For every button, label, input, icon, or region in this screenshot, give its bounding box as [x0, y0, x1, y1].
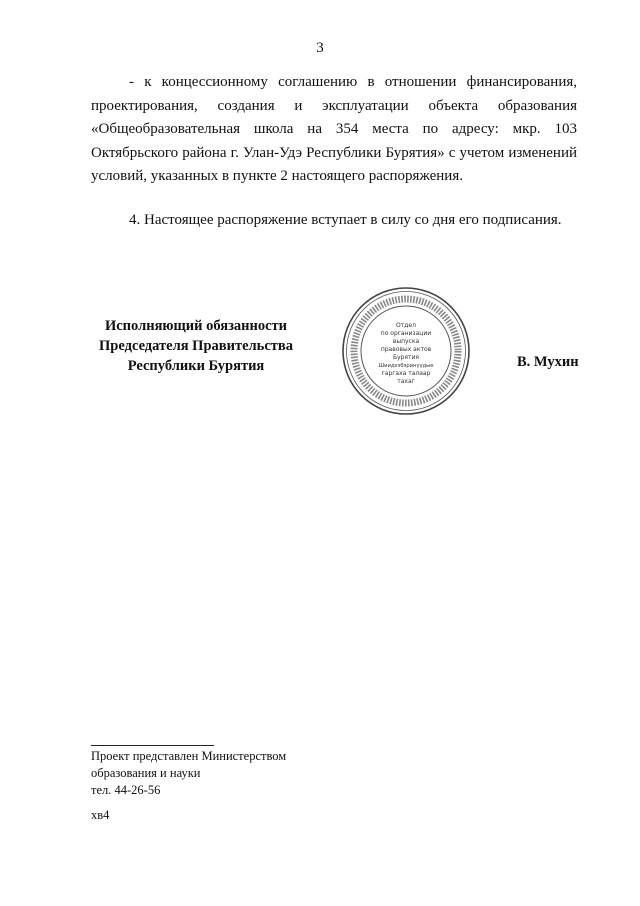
svg-text:Отдел: Отдел [396, 322, 416, 329]
signature-position-line: Республики Бурятия [127, 358, 265, 374]
footer-line: Проект представлен Министерством [91, 749, 287, 763]
footer-note [91, 748, 286, 799]
page-number: 3 [316, 40, 324, 56]
svg-text:гаргаха талаар: гаргаха талаар [381, 370, 431, 377]
svg-text:выпуска: выпуска [392, 338, 420, 345]
document-code: хв4 [91, 808, 110, 822]
svg-text:по организации: по организации [380, 330, 432, 337]
footer-phone: тел. 44-26-56 [91, 783, 161, 797]
svg-text:Шиидхэбэринүүдые: Шиидхэбэринүүдые [378, 363, 434, 369]
paragraph-effective-date: 4. Настоящее распоряжение вступает в силу со дня его подписания. [129, 211, 562, 228]
paragraph-concession-agreement: - к концессионному соглашению в отношении финансирования, проектирования, создания и эксплуатации объекта образования «Общеобразовательная школа на 354 места по адресу: мкр. 103 Октябрьского района г. Улан-Удэ Республики Бурятия» с учетом изменений условий, указанных в пункте 2 настоящего распоряжения. [91, 74, 577, 184]
svg-text:правовых актов: правовых актов [380, 346, 432, 353]
seal-center-text [379, 322, 434, 385]
signature-position [91, 316, 301, 376]
svg-text:Бурятия: Бурятия [392, 354, 420, 361]
footer-line: образования и науки [91, 766, 201, 780]
official-seal-stamp [340, 285, 472, 417]
footer-divider [91, 745, 214, 746]
signature-position-line: Исполняющий обязанности [104, 318, 288, 334]
signer-name: В. Мухин [517, 354, 579, 370]
document-body [91, 71, 577, 232]
svg-text:тахаг: тахаг [397, 378, 415, 385]
signature-position-line: Председателя Правительства [99, 338, 293, 354]
